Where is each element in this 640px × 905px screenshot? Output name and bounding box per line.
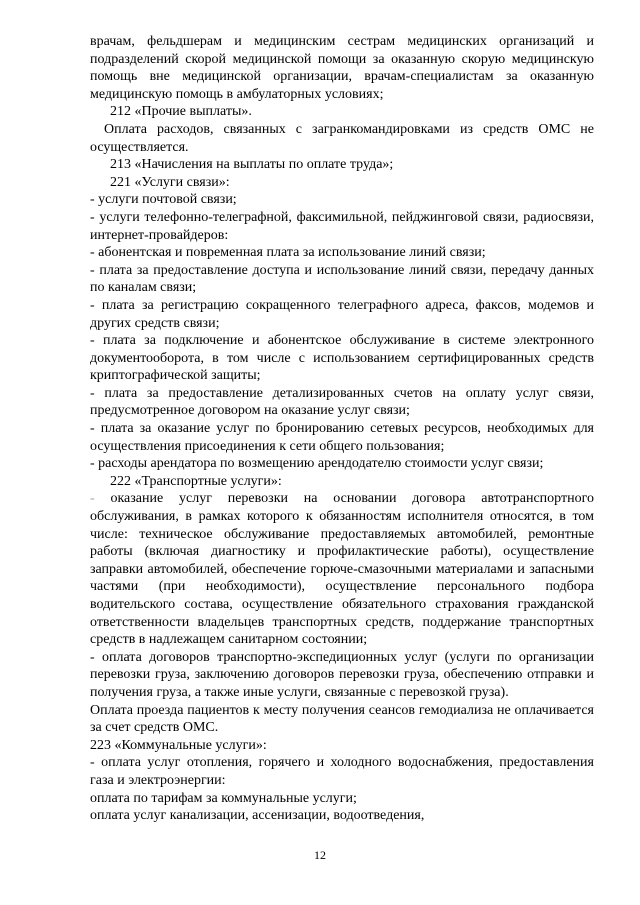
paragraph-11: - плата за подключение и абонентское обслуживание в системе электронного документооборота, в том числе с использованием сертифицированных средств криптографической защиты; bbox=[90, 333, 594, 384]
paragraph-12: - плата за предоставление детализированных счетов на оплату услуг связи, предусмотренное договором на оказание услуг связи; bbox=[90, 385, 594, 419]
paragraph-15: 222 «Транспортные услуги»: bbox=[110, 473, 282, 489]
paragraph-10: - плата за регистрацию сокращенного телеграфного адреса, факсов, модемов и других средств связи; bbox=[90, 297, 594, 331]
paragraph-7: - услуги телефонно-телеграфной, факсимильной, пейджинговой связи, радиосвязи, интернет-провайдеров: bbox=[90, 209, 594, 243]
paragraph-16-wrapper bbox=[90, 490, 594, 648]
paragraph-4: 213 «Начисления на выплаты по оплате труда»; bbox=[110, 157, 394, 173]
dash-mark: - bbox=[90, 491, 95, 507]
paragraph-18: Оплата проезда пациентов к месту получения сеансов гемодиализа не оплачивается за счет средств ОМС. bbox=[90, 702, 594, 736]
paragraph-22: оплата услуг канализации, ассенизации, водоотведения, bbox=[90, 808, 425, 824]
paragraph-1: врачам, фельдшерам и медицинским сестрам медицинских организаций и подразделений скорой медицинской помощи за оказанную скорую медицинскую помощь вне медицинской организации, врачам-специалистам за оказанную медицинскую помощь в амбулаторных условиях; bbox=[90, 34, 594, 102]
paragraph-19: 223 «Коммунальные услуги»: bbox=[90, 737, 267, 753]
body-text bbox=[90, 33, 594, 825]
paragraph-14: - расходы арендатора по возмещению арендодателю стоимости услуг связи; bbox=[90, 456, 544, 472]
paragraph-2: 212 «Прочие выплаты». bbox=[110, 104, 252, 120]
paragraph-17: - оплата договоров транспортно-экспедиционных услуг (услуги по организации перевозки груза, заключению договоров перевозки груза, обеспечению отправки и получения груза, а также иные услуги, связанные с перевозкой груза). bbox=[90, 649, 594, 700]
page-number: 12 bbox=[314, 848, 326, 862]
paragraph-21: оплата по тарифам за коммунальные услуги; bbox=[90, 790, 357, 806]
paragraph-8: - абонентская и повременная плата за использование линий связи; bbox=[90, 245, 486, 261]
paragraph-3: Оплата расходов, связанных с загранкомандировками из средств ОМС не осуществляется. bbox=[90, 121, 594, 155]
paragraph-20: - оплата услуг отопления, горячего и холодного водоснабжения, предоставления газа и электроэнергии: bbox=[90, 755, 594, 788]
paragraph-6: - услуги почтовой связи; bbox=[90, 192, 237, 208]
paragraph-5: 221 «Услуги связи»: bbox=[110, 174, 230, 190]
paragraph-16: оказание услуг перевозки на основании договора автотранспортного обслуживания, в рамках которого к обязанностям исполнителя относятся, в том числе: техническое обслуживание предоставляемых автомобилей, ремонтные работы (включая диагностику и профилактические работы), осуществление заправки автомобилей, обеспечение горюче-смазочными материалами и запасными частями (при необходимости), осуществление персонального подбора водительского состава, осуществление обязательного страхования гражданской ответственности владельцев транспортных средств, поддержание транспортных средств в надлежащем санитарном состоянии; bbox=[90, 491, 594, 648]
paragraph-13: - плата за оказание услуг по бронированию сетевых ресурсов, необходимых для осуществления присоединения к сети общего пользования; bbox=[90, 421, 594, 454]
paragraph-9: - плата за предоставление доступа и использование линий связи, передачу данных по каналам связи; bbox=[90, 262, 594, 296]
